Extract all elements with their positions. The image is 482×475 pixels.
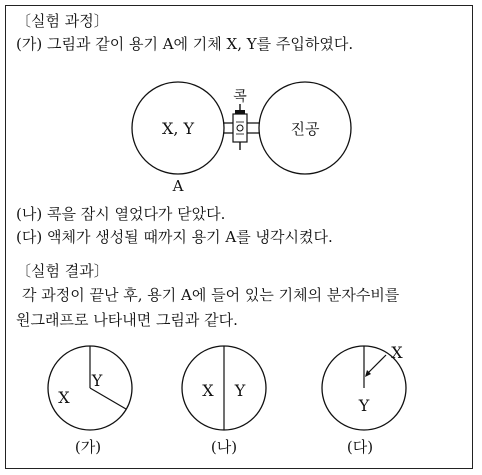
pie-chart-ga [48, 346, 132, 456]
pie-da-arrow [367, 355, 386, 374]
step-da: (다) 액체가 생성될 때까지 용기 A를 냉각시켰다. [16, 228, 333, 246]
result-text-line1: 각 과정이 끝난 후, 용기 A에 들어 있는 기체의 분자수비를 [22, 286, 400, 304]
valve-label: 콕 [233, 89, 247, 105]
pie-ga-label-x: X [58, 388, 70, 407]
valve-icon [233, 104, 247, 150]
pie-da-caption: (다) [346, 438, 374, 456]
result-text-line2: 원그래프로 나타내면 그림과 같다. [16, 311, 238, 329]
vacuum-label: 진공 [290, 120, 320, 138]
pie-da-label-y: Y [358, 396, 370, 415]
pie-na-caption: (나) [210, 438, 238, 456]
container-a-content: X, Y [161, 119, 195, 138]
pie-chart-na [182, 346, 266, 456]
pie-na-label-y: Y [234, 381, 246, 400]
result-heading: 〔실험 결과〕 [16, 262, 109, 280]
container-a-label: A [172, 177, 184, 195]
pie-chart-da [322, 343, 406, 456]
apparatus-diagram [132, 82, 351, 195]
step-na: (나) 콕을 잠시 열었다가 닫았다. [16, 205, 226, 223]
pie-na-label-x: X [202, 381, 214, 400]
procedure-heading: 〔실험 과정〕 [16, 12, 109, 30]
pie-ga-label-y: Y [91, 371, 103, 390]
pie-ga-caption: (가) [74, 438, 102, 456]
pie-da-label-x: X [391, 343, 403, 362]
step-ga: (가) 그림과 같이 용기 A에 기체 X, Y를 주입하였다. [16, 35, 354, 53]
